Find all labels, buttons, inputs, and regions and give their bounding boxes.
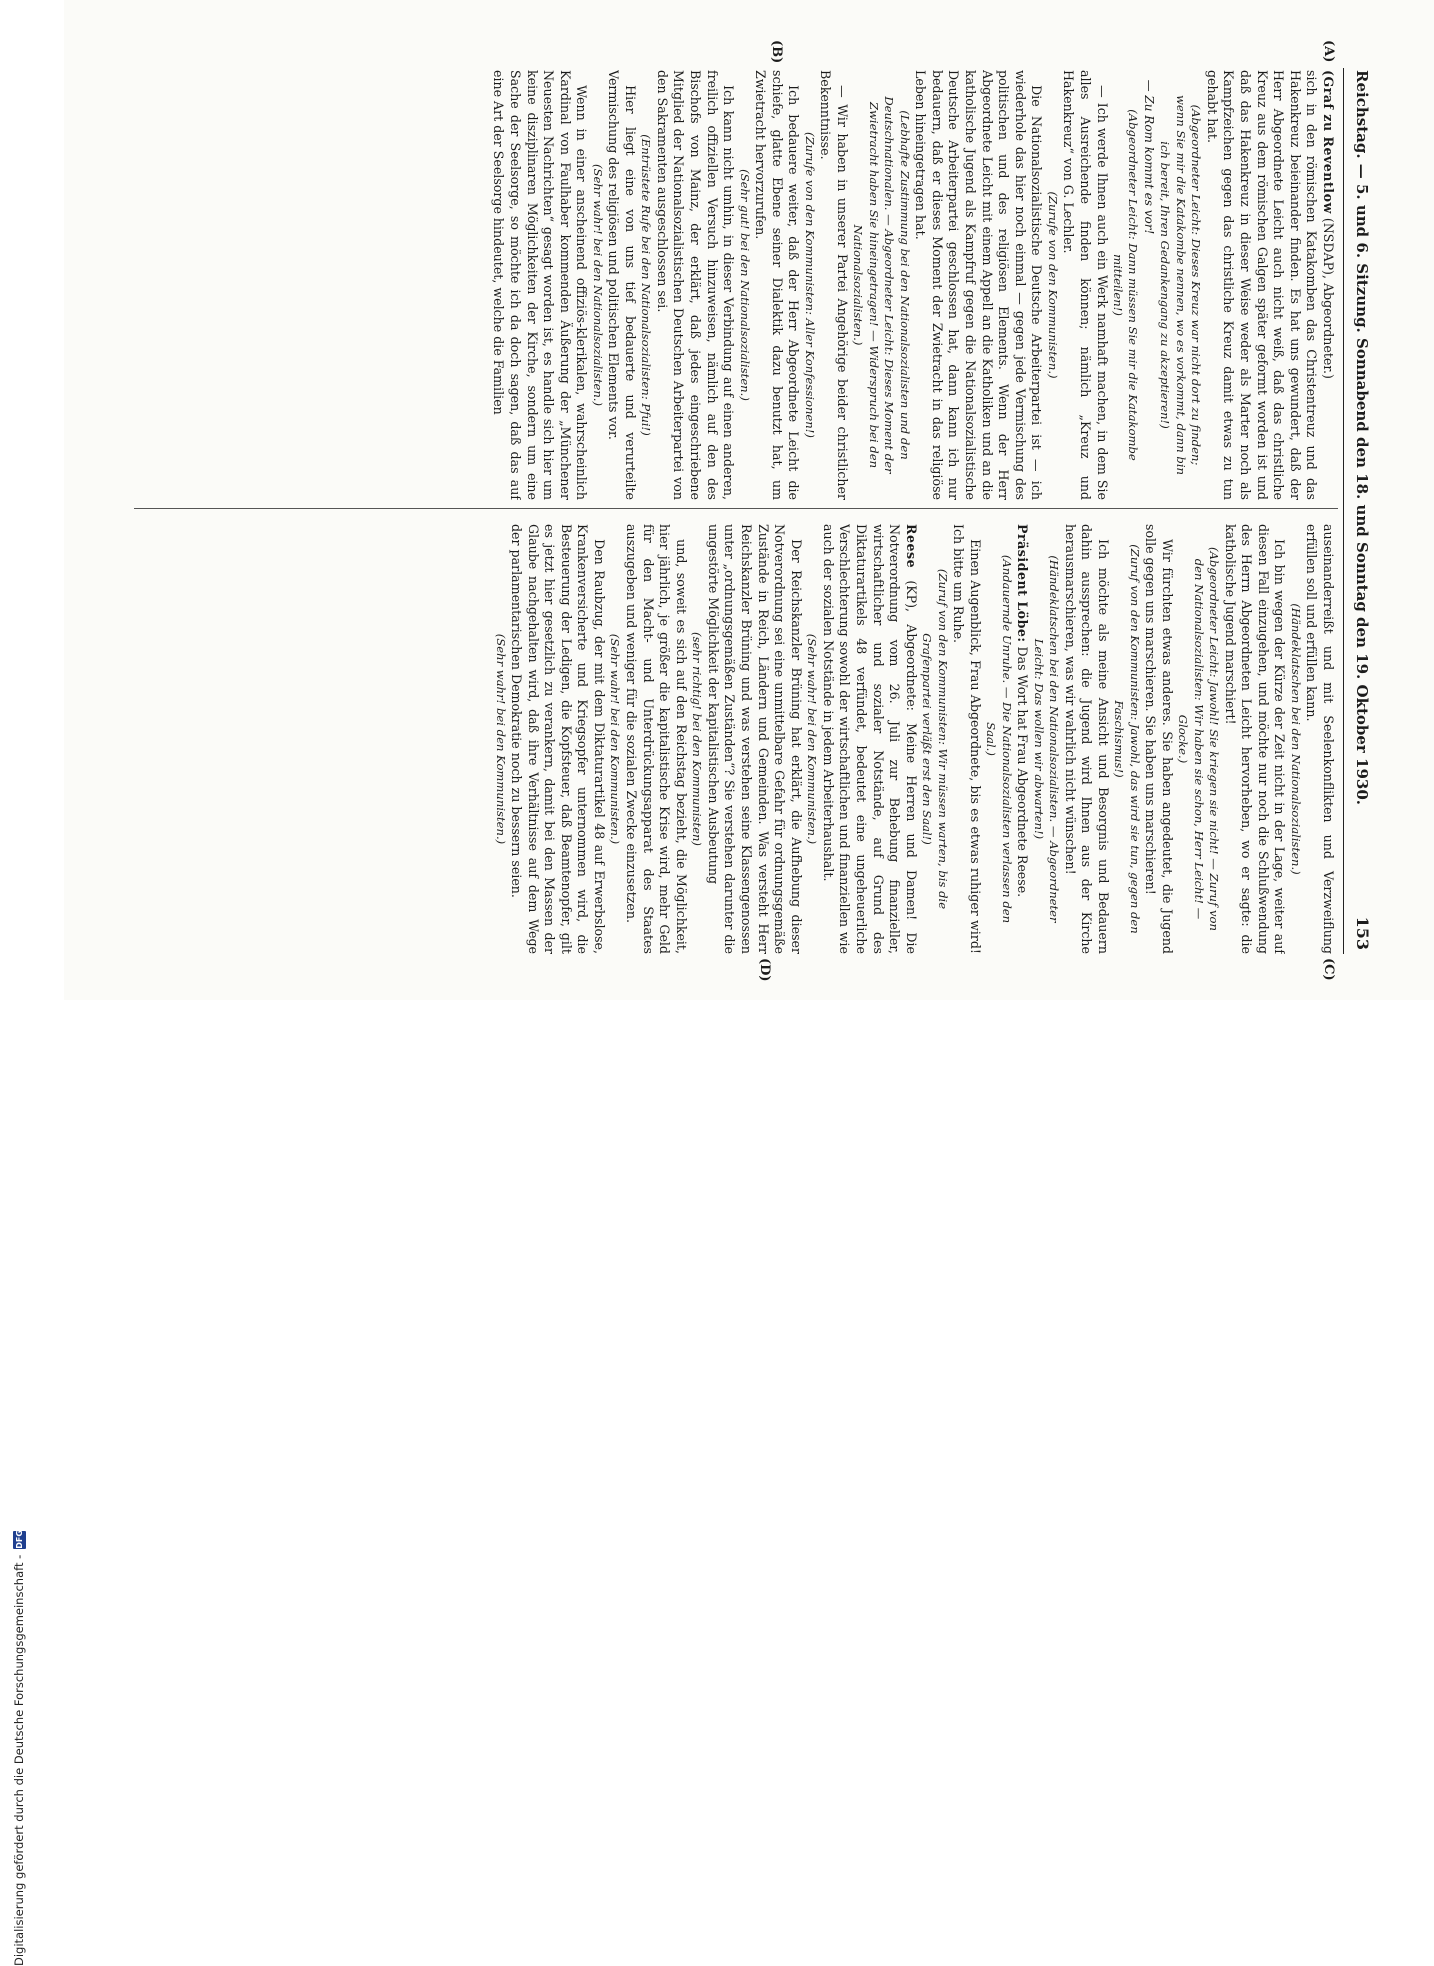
interjection-note: (Andauernde Unruhe. — Die Nationalsozialisten verlassen den Saal.) bbox=[984, 554, 1014, 924]
speaker-name: (Graf zu Reventlow bbox=[1321, 70, 1336, 214]
running-header bbox=[1346, 70, 1372, 950]
margin-letter-b: (B) bbox=[769, 40, 784, 64]
speech-paragraph: Wir fürchten etwas anderes. Sie haben angedeutet, die Jugend solle gegen uns marschieren. Sie haben uns marschieren! bbox=[1143, 524, 1175, 954]
rotated-document-page bbox=[64, 0, 1434, 1000]
column-divider bbox=[134, 508, 1338, 509]
interjection-note: (Abgeordneter Leicht: Jawohl! Sie kriegen sie nicht! — Zuruf von den Nationalsozialisten: Wir haben sie schon, Herr Leicht! — Glocke.) bbox=[1176, 547, 1222, 931]
page-number: 153 bbox=[1353, 916, 1372, 950]
speaker-paragraph bbox=[1319, 70, 1336, 500]
speech-paragraph: sich in den römischen Katakomben das Christentreuz und das Hakenkreuz beieinander finden. Es hat uns gewundert, daß der Herr Abgeordnete Leicht auch nicht weiß, daß das christliche Kreuz aus dem römischen Galgen später geformt worden ist und daß das Hakenkreuz in dieser Weise weder als Marter noch als Kampfzeichen gegen das christliche Kreuz damit etwas zu tun gehabt hat. bbox=[1204, 70, 1320, 500]
speech-paragraph: — Ich werde Ihnen auch ein Werk namhaft machen, in dem Sie alles Ausreichende finden können; nämlich „Kreuz und Hakenkreuz“ von G. Lechler. bbox=[1061, 70, 1110, 500]
interjection-note: (Sehr gut! bei den Nationalsozialisten.) bbox=[737, 169, 752, 401]
interjection-note: (Händeklatschen bei den Nationalsozialisten.) bbox=[1288, 603, 1303, 875]
speech-paragraph: Einen Augenblick, Frau Abgeordnete, bis es etwas ruhiger wird! Ich bitte um Ruhe. bbox=[951, 524, 983, 954]
speech-paragraph: und, soweit es sich auf den Reichstag bezieht, die Möglichkeit, hier jährlich, je größer die kapitalistische Krise wird, mehr Geld für den Macht- und Unterdrückungsapparat des Staates auszugeben und weniger für die sozialen Zwecke einzusetzen. bbox=[624, 524, 689, 954]
margin-letter-c: (C) bbox=[1321, 958, 1336, 981]
interjection-note: (Sehr wahr! bei den Kommunisten.) bbox=[805, 633, 820, 845]
interjection-note: (Sehr wahr! bei den Kommunisten.) bbox=[608, 633, 623, 845]
footer-text: Digitalisierung gefördert durch die Deutsche Forschungsgemeinschaft - bbox=[12, 1554, 26, 1966]
interjection-note: (Sehr wahr! bei den Nationalsozialisten.) bbox=[590, 163, 605, 407]
speaker-paragraph bbox=[819, 524, 919, 954]
interjection-note: (sehr richtig! bei den Kommunisten) bbox=[690, 632, 705, 846]
interjection-note: (Sehr wahr! bei den Kommunisten.) bbox=[493, 633, 508, 845]
speech-paragraph: Der Reichskanzler Brüning hat erklärt, die Aufhebung dieser Notverordnung sei eine unmittelbare Gefahr für ordnungsgemäße Zustände in Reich, Ländern und Gemeinden. Was versteht Herr Reichskanzler Brüning und was verstehen seine Klassengenossen unter „ordnungsgemäßen Zuständen“? Sie verstehen darunter die ungestörte Möglichkeit der kapitalistischen Ausbeutung bbox=[705, 524, 804, 954]
interjection-note: (Zurufe von den Kommunisten.) bbox=[1045, 191, 1060, 379]
speech-paragraph: — Wir haben in unserer Partei Angehörige beider christlicher Bekenntnisse. bbox=[818, 70, 851, 500]
speech-paragraph: Die Nationalsozialistische Deutsche Arbeiterpartei ist — ich wiederhole das hier noch einmal — gegen jede Vermischung des politischen und des religiösen Elements. Wenn der Herr Abgeordnete Leicht mit einem Appell an die Katholiken und an die katholische Jugend als Kampfruf gegen die Nationalsozialistische Deutsche Arbeiterpartei geschlossen hat, dann kann ich nur bedauern, daß er dieses Moment der Zwietracht in das religiöse Leben hineingetragen hat. bbox=[913, 70, 1045, 500]
interjection-note: (Lebhafte Zustimmung bei den Nationalsozialisten und den Deutschnationalen. — Abgeordneter Leicht: Dieses Moment der Zwietracht haben Sie hineingetragen! — Widerspruch bei den Nationalsozialisten.) bbox=[851, 96, 912, 474]
speaker-paragraph bbox=[1014, 524, 1031, 954]
header-rule bbox=[1343, 68, 1344, 954]
interjection-note: (Zurufe von den Kommunisten: Aller Konfessionen!) bbox=[802, 132, 817, 438]
speech-paragraph: auseinanderreißt und mit Seelenkonflikten und Verzweiflung erfüllen soll und erfüllen kann. bbox=[1304, 524, 1336, 954]
interjection-note: (Zuruf von den Kommunisten: Jawohl, das wird sie tun, gegen den Faschismus!) bbox=[1112, 544, 1142, 934]
interjection-note: (Entrüstete Rufe bei den Nationalsozialisten: Pfui!) bbox=[639, 134, 654, 436]
speaker-name: Präsident Löbe: bbox=[1015, 524, 1031, 643]
interjection-note: (Zuruf von den Kommunisten: Wir müssen warten, bis die Grafenpartei verläßt erst den Saal!) bbox=[920, 568, 950, 910]
speaker-text: Das Wort hat Frau Abgeordnete Reese. bbox=[1015, 642, 1031, 898]
speech-paragraph: Den Raubzug, der mit dem Diktaturartikel 48 auf Erwerbslose, Krankenversicherte und Kriegsopfer unternommen wird, die Besteuerung der Ledigen, die Kopfsteuer, daß Beamtenopfer, gilt es jetzt hier gesetzlich zu verankern, damit bei den Massen der Glaube nachgehalten wird, daß ihre Verhältnisse auf dem Wege der parlamentarischen Demokratie noch zu bessern seien. bbox=[509, 524, 608, 954]
margin-letter-d: (D) bbox=[757, 958, 772, 982]
speaker-name: Reese bbox=[903, 524, 919, 569]
margin-letter-a: (A) bbox=[1321, 40, 1336, 63]
speech-paragraph: Hier liegt eine von uns tief bedauerte und verurteilte Vermischung des religiösen und politischen Elements vor. bbox=[606, 70, 638, 500]
dfg-logo: DFG bbox=[14, 1530, 24, 1549]
right-text-column bbox=[84, 524, 1336, 954]
speech-paragraph: Wenn in einer anscheinend offiziös-klerikalen, wahrscheinlich Kardinal von Faulhaber kommenden Äußerung der „Münchener Neuesten Nachrichten“ gesagt worden ist, es handle sich hier um keine disziplinaren Möglichkeiten der Kirche, sondern um eine Sache der Seelsorge, so möchte ich da doch sagen, daß das auf eine Art der Seelsorge hindeutet, welche die Familien bbox=[491, 70, 590, 500]
left-text-column bbox=[84, 70, 1336, 500]
interjection-note: (Abgeordneter Leicht: Dieses Kreuz war nicht dort zu finden; wenn Sie mir die Katakombe nennen, wo es vorkommt, dann bin ich bereit, Ihren Gedankengang zu akzeptieren!) bbox=[1158, 94, 1204, 475]
speech-paragraph: Ich möchte als meine Ansicht und Besorgnis und Bedauern dahin aussprechen: die Jugend wird Ihnen aus der Kirche herausmarschieren, was wir wahrlich nicht wünschen! bbox=[1062, 524, 1111, 954]
footer-credit bbox=[4, 966, 34, 1966]
speaker-text: (KP), Abgeordnete: Meine Herren und Damen! Die Notverordnung vom 26. Juli zur Behebung finanzieller, wirtschaftlicher und sozialer Notstände, auf Grund des Diktaturartikels 48 verfündet, bedeutet eine ungeheuerliche Verschlechterung sowohl der wirtschaftlichen und finanziellen wie auch der sozialen Notstände in jedem Arbeiterhaushalt. bbox=[820, 524, 919, 954]
speech-paragraph: Ich kann nicht umhin, in dieser Verbindung auf einen anderen, freilich offiziellen Versuch hinzuweisen, nämlich auf den des Bischofs von Mainz, der erklärt, daß jedes eingeschriebene Mitglied der Nationalsozialistischen Deutschen Arbeiterpartei von den Sakramenten ausgeschlossen sei. bbox=[654, 70, 737, 500]
header-title: Reichstag. — 5. und 6. Sitzung. Sonnabend den 18. und Sonntag den 19. Oktober 1930. bbox=[1353, 70, 1371, 806]
interjection-note: (Abgeordneter Leicht: Dann müssen Sie mir die Katakombe mitteilen!) bbox=[1111, 109, 1141, 461]
speech-paragraph: Ich bedauere weiter, daß der Herr Abgeordnete Leicht die schiefe, glatte Ebene seiner Dialektik dazu benutzt hat, um Zwietracht hervorzurufen. bbox=[753, 70, 802, 500]
interjection-line: — Zu Rom kommt es vor! bbox=[1142, 79, 1157, 235]
interjection-note: (Händeklatschen bei den Nationalsozialisten. — Abgeordneter Leicht: Das wollen wir abwarten!) bbox=[1031, 555, 1062, 923]
digitization-footer bbox=[0, 966, 1434, 1966]
speech-paragraph: Ich bin wegen der Kürze der Zeit nicht in der Lage, weiter auf diesen Fall einzugehen, und möchte nur noch die Schlußwendung des Herrn Abgeordneten Leicht hervorheben, wo er sagte: die katholische Jugend marschiert! bbox=[1222, 524, 1288, 954]
speaker-text: (NSDAP), Abgeordneter.) bbox=[1321, 213, 1336, 379]
